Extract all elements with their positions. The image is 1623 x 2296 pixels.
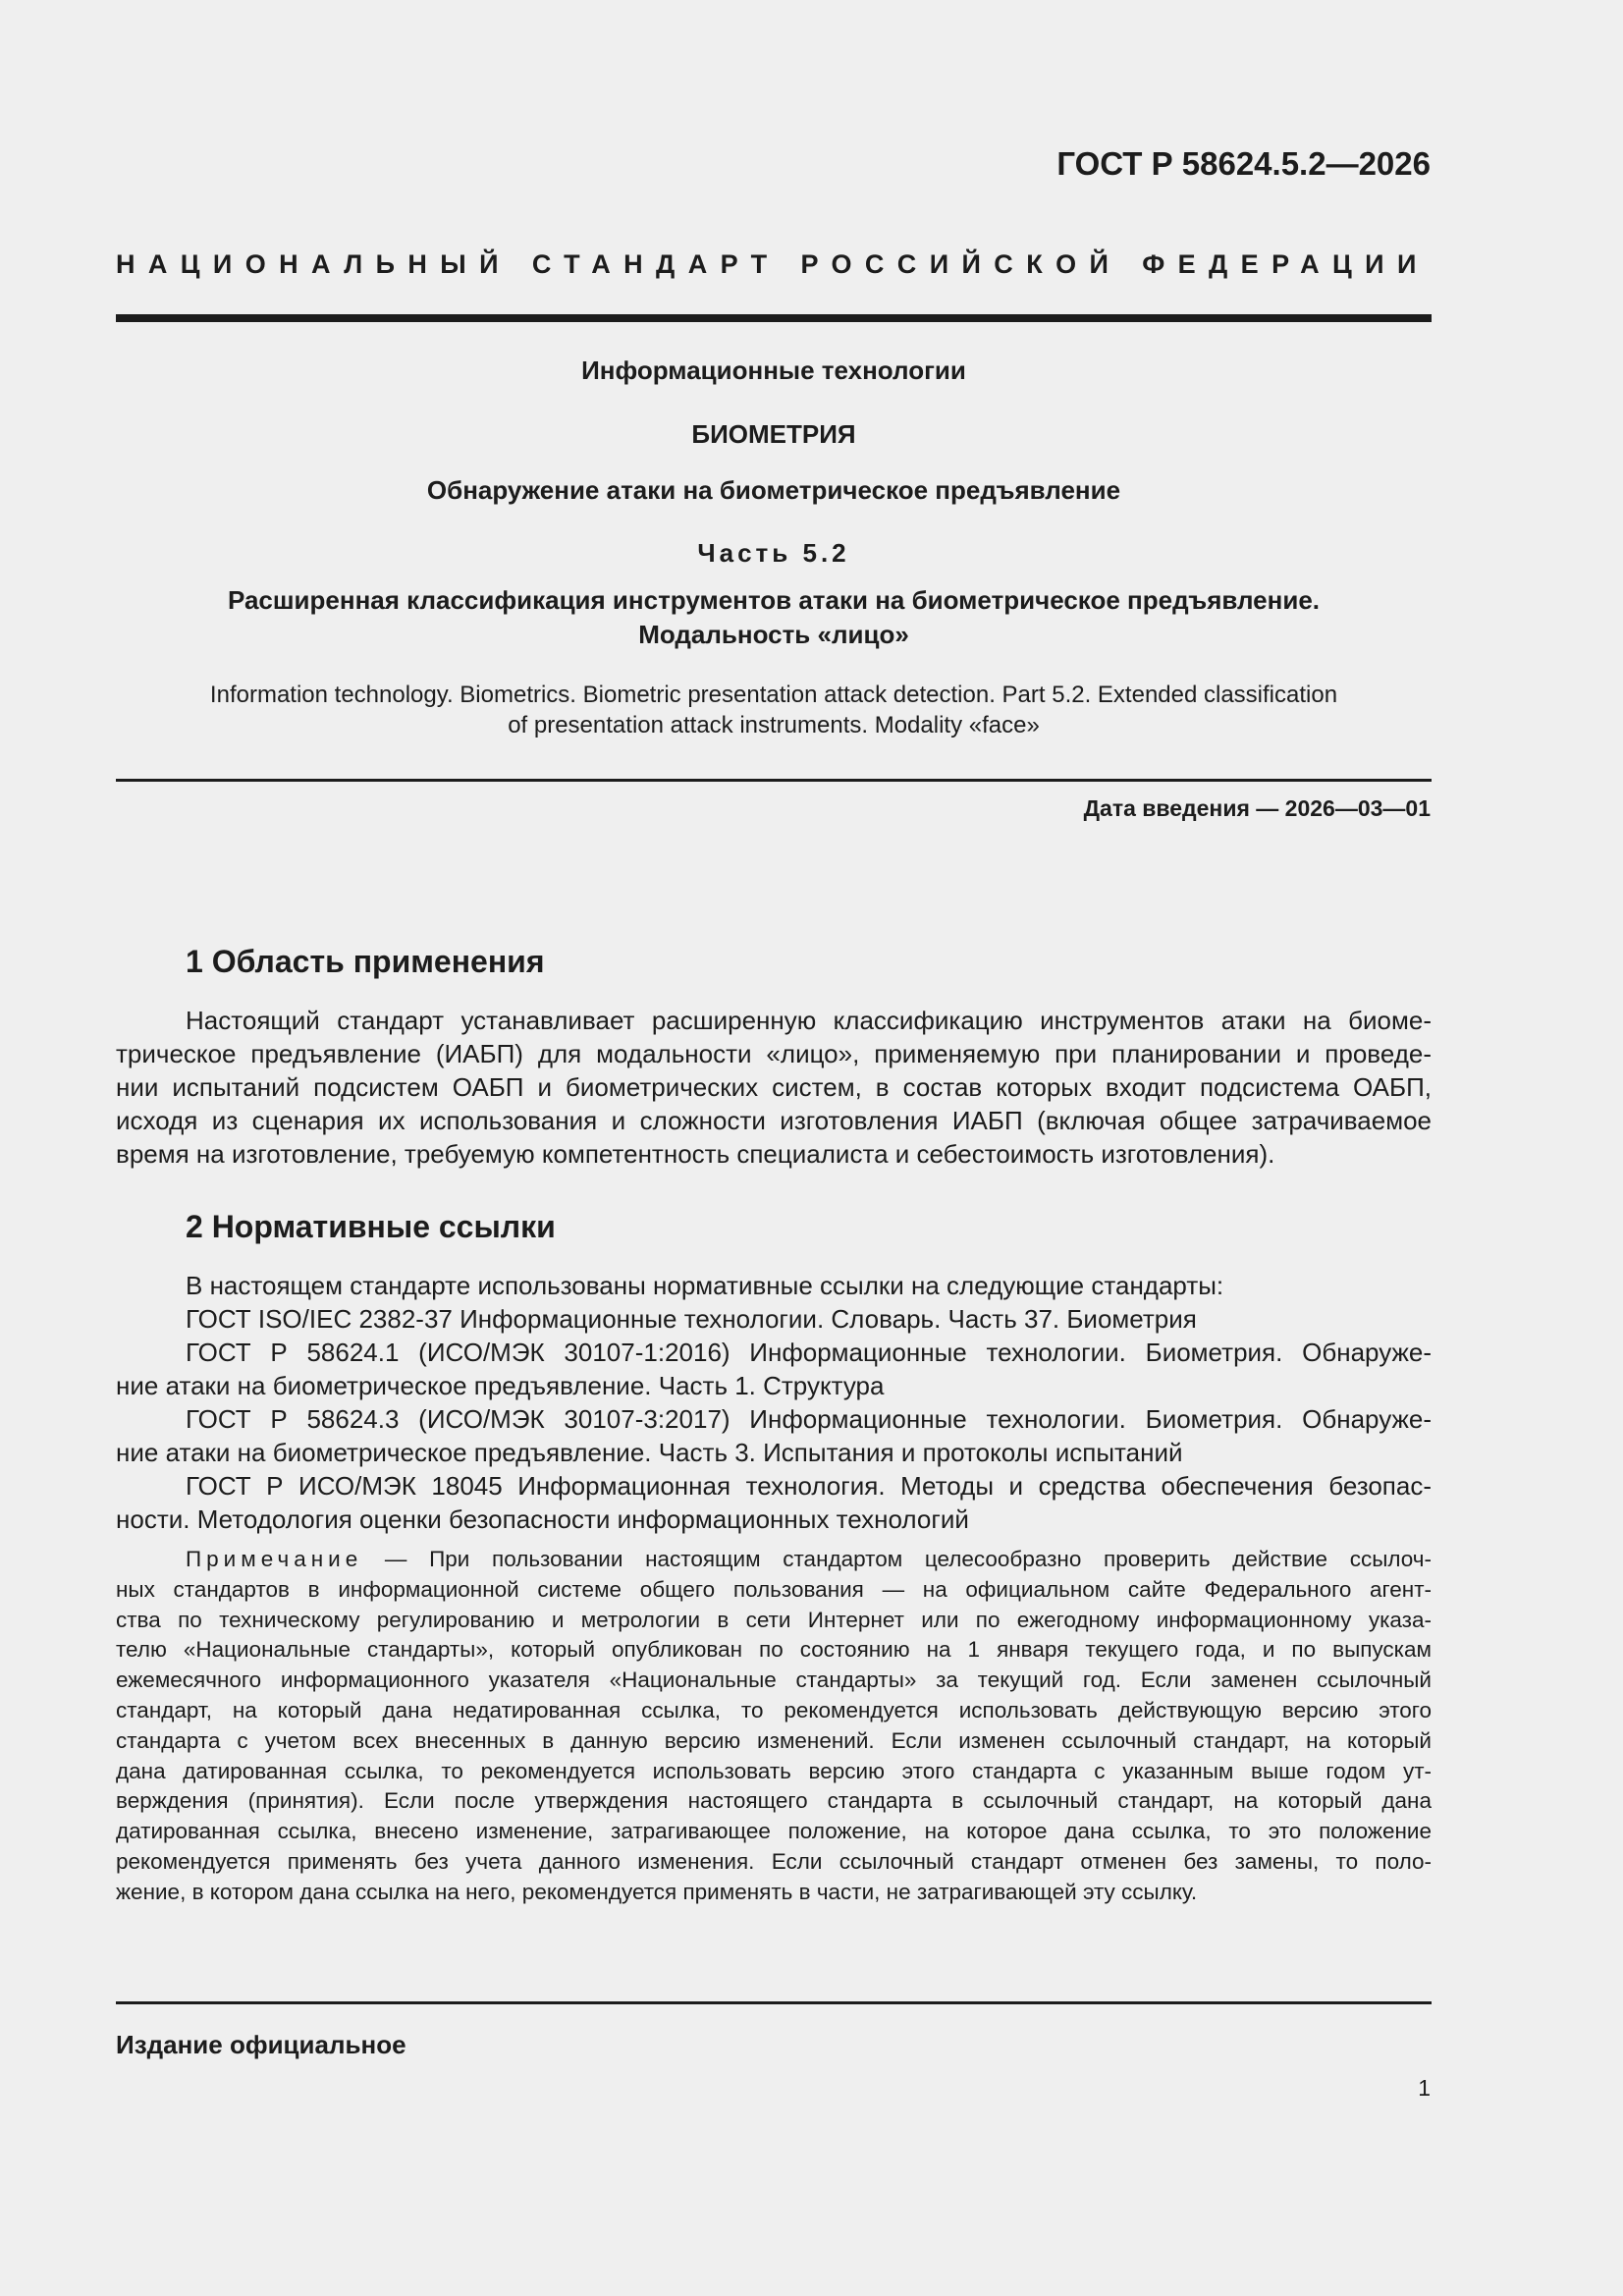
section-1-line: трическое предъявление (ИАБП) для модальности «лицо», применяемую при планировании и проведе-	[116, 1039, 1432, 1068]
official-edition-label: Издание официальное	[116, 2030, 406, 2059]
subtitle-line-1: Расширенная классификация инструментов атаки на биометрическое предъявление.	[227, 585, 1321, 615]
section-1-line: Настоящий стандарт устанавливает расширенную классификацию инструментов атаки на биоме-	[186, 1006, 1432, 1035]
note-line: датированная ссылка, внесено изменение, затрагивающее положение, на которое дана ссылка, то это положение	[116, 1819, 1432, 1844]
note-first-text: — При пользовании настоящим стандартом целесообразно проверить действие ссылоч-	[362, 1547, 1432, 1571]
note-line: рекомендуется применять без учета данного изменения. Если ссылочный стандарт отменен без замены, то поло-	[116, 1848, 1432, 1874]
reference-gost-58624-1-cont: ние атаки на биометрическое предъявление. Часть 1. Структура	[116, 1371, 885, 1400]
note-first-line	[116, 1545, 1432, 1575]
note-line: стандарт, на который дана недатированная ссылка, то рекомендуется использовать действующую версию этого	[116, 1697, 1432, 1722]
introduction-date: Дата введения — 2026—03—01	[1083, 795, 1431, 821]
reference-gost-58624-3: ГОСТ Р 58624.3 (ИСО/МЭК 30107-3:2017) Информационные технологии. Биометрия. Обнаруже-	[186, 1404, 1432, 1434]
note-line: ных стандартов в информационной системе общего пользования — на официальном сайте Федерального агент-	[116, 1576, 1432, 1602]
note-line: дана датированная ссылка, то рекомендуется использовать версию этого стандарта с указанным выше годом ут-	[116, 1758, 1432, 1783]
note-block	[116, 1545, 1432, 1908]
reference-gost-58624-1: ГОСТ Р 58624.1 (ИСО/МЭК 30107-1:2016) Информационные технологии. Биометрия. Обнаруже-	[186, 1338, 1432, 1367]
section-1-paragraph	[116, 1004, 1432, 1171]
note-line: ства по техническому регулированию и метрологии в сети Интернет или по ежегодному информационному указа-	[116, 1607, 1432, 1632]
title-part: Часть 5.2	[697, 538, 850, 568]
reference-gost-2382-37: ГОСТ ISO/IEC 2382-37 Информационные технологии. Словарь. Часть 37. Биометрия	[186, 1304, 1197, 1334]
english-title	[116, 680, 1432, 740]
section-1-line: исходя из сценария их использования и сложности изготовления ИАБП (включая общее затрачиваемое	[116, 1106, 1432, 1135]
title-line-3: Обнаружение атаки на биометрическое предъявление	[426, 475, 1121, 505]
note-line: верждения (принятия). Если после утверждения настоящего стандарта в ссылочный стандарт, на который дана	[116, 1788, 1432, 1814]
english-title-line-2: of presentation attack instruments. Modality «face»	[508, 712, 1040, 738]
title-subtitle	[116, 583, 1432, 652]
reference-gost-18045-cont: ности. Методология оценки безопасности информационных технологий	[116, 1504, 969, 1534]
note-line: жение, в котором дана ссылка на него, рекомендуется применять в части, не затрагивающей эту ссылку.	[116, 1879, 1198, 1904]
section-1-heading: 1 Область применения	[186, 944, 545, 979]
section-1-line: время на изготовление, требуемую компетентность специалиста и себестоимость изготовления).	[116, 1139, 1275, 1169]
title-line-1: Информационные технологии	[581, 355, 966, 385]
reference-gost-58624-3-cont: ние атаки на биометрическое предъявление. Часть 3. Испытания и протоколы испытаний	[116, 1438, 1183, 1467]
note-line: стандарта с учетом всех внесенных в данную версию изменений. Если изменен ссылочный стандарт, на который	[116, 1727, 1432, 1753]
note-label: Примечание	[186, 1547, 363, 1571]
section-2-paragraph	[116, 1269, 1432, 1536]
title-line-2: БИОМЕТРИЯ	[691, 419, 856, 449]
english-title-line-1: Information technology. Biometrics. Biometric presentation attack detection. Part 5.2. Extended classification	[209, 682, 1338, 708]
section-2-intro: В настоящем стандарте использованы нормативные ссылки на следующие стандарты:	[186, 1271, 1224, 1300]
section-1-line: нии испытаний подсистем ОАБП и биометрических систем, в состав которых входит подсистема ОАБП,	[116, 1072, 1432, 1102]
note-line: ежемесячного информационного указателя «Национальные стандарты» за текущий год. Если заменен ссылочный	[116, 1667, 1432, 1693]
national-standard-banner: НАЦИОНАЛЬНЫЙ СТАНДАРТ РОССИЙСКОЙ ФЕДЕРАЦИИ	[116, 249, 1430, 279]
footer-rule	[116, 2001, 1432, 2004]
subtitle-line-2: Модальность «лицо»	[638, 620, 909, 649]
reference-gost-18045: ГОСТ Р ИСО/МЭК 18045 Информационная технология. Методы и средства обеспечения безопас-	[186, 1471, 1432, 1501]
title-bottom-rule	[116, 779, 1432, 782]
section-2-heading: 2 Нормативные ссылки	[186, 1209, 556, 1244]
note-line: телю «Национальные стандарты», который опубликован по состоянию на 1 января текущего года, и по выпускам	[116, 1637, 1432, 1663]
page-number: 1	[1418, 2075, 1431, 2101]
document-id: ГОСТ Р 58624.5.2—2026	[1056, 145, 1431, 182]
header-thick-rule	[116, 314, 1432, 322]
